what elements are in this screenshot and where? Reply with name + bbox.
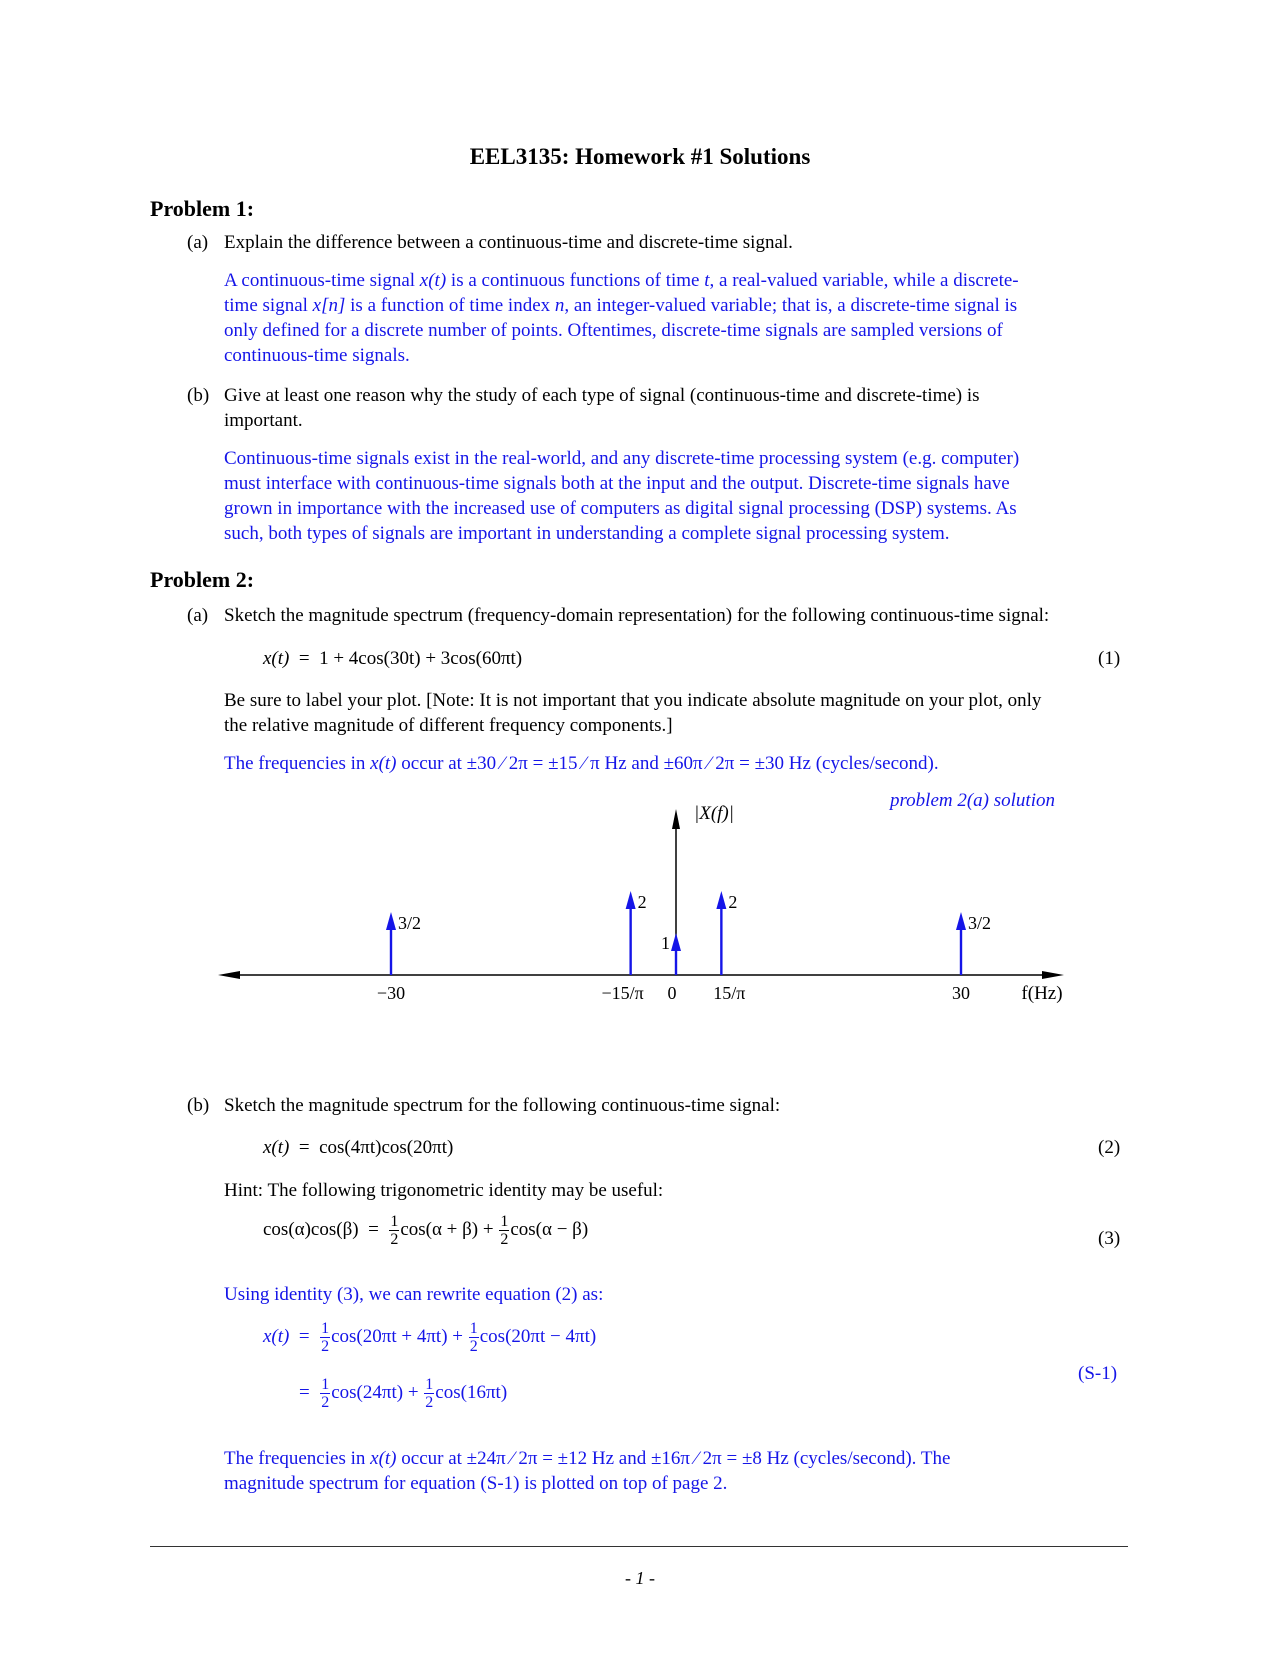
impulse-value-label: 2 xyxy=(728,892,738,912)
p1b-answer: Continuous-time signals exist in the real-world, and any discrete-time processing system (e.g. computer) must interface with continuous-time signals both at the input and the output. Discrete-time signals have grown in importance with the increased use of computers as digital signal processing (DSP) systems. As such, both types of signals are important in understanding a complete signal processing system. xyxy=(224,448,1020,544)
equation-2: x(t) = cos(4πt)cos(20πt) xyxy=(263,1137,454,1158)
problem-2-heading: Problem 2: xyxy=(150,567,255,592)
using-identity-text: Using identity (3), we can rewrite equation (2) as: xyxy=(224,1284,604,1305)
impulse-arrowhead xyxy=(716,891,726,909)
magnitude-axis-arrow xyxy=(672,809,680,829)
impulse-value-label: 2 xyxy=(637,892,647,912)
impulse-arrowhead xyxy=(671,933,681,951)
axis-left-arrow xyxy=(218,971,240,979)
equation-1-number: (1) xyxy=(1098,648,1121,669)
tick-label: −15/π xyxy=(601,983,644,1003)
fraction: $\frac{1}{2}$ xyxy=(390,1213,399,1248)
page-number: - 1 - xyxy=(625,1568,655,1588)
fraction: $\frac{1}{2}$ xyxy=(425,1376,434,1411)
tick-label: −30 xyxy=(376,983,406,1003)
equation-s1-number: (S-1) xyxy=(1078,1363,1118,1384)
p1b-question: Give at least one reason why the study of each type of signal (continuous-time and discrete-time) is important. xyxy=(224,385,980,431)
impulse-arrowhead xyxy=(386,912,396,930)
magnitude-spectrum-chart xyxy=(200,785,1140,1030)
problem-1-heading: Problem 1: xyxy=(150,196,255,221)
axis-right-arrow xyxy=(1042,971,1064,979)
chart-title: problem 2(a) solution xyxy=(889,790,1055,811)
p2b-question: Sketch the magnitude spectrum for the following continuous-time signal: xyxy=(224,1095,781,1116)
impulse-value-label: 3/2 xyxy=(398,913,422,933)
fraction: $\frac{1}{2}$ xyxy=(500,1213,509,1248)
p2a-note: Be sure to label your plot. [Note: It is not important that you indicate absolute magnitude on your plot, only the relative magnitude of different frequency components.] xyxy=(224,690,1042,736)
impulse-value-label: 1 xyxy=(661,933,670,953)
tick-label: 30 xyxy=(952,983,970,1003)
p1b-label: (b) xyxy=(187,385,210,406)
p2b-label: (b) xyxy=(187,1095,210,1116)
page-title: EEL3135: Homework #1 Solutions xyxy=(469,144,811,169)
impulse-value-label: 3/2 xyxy=(968,913,992,933)
tick-label: 0 xyxy=(667,983,677,1003)
solution-equation-line-2: = $\frac{1}{2}$ cos(24πt) + $\frac{1}{2}$ cos(16πt) xyxy=(299,1376,508,1411)
solution-equation-line-1: x(t) = $\frac{1}{2}$ cos(20πt + 4πt) + $\frac{1}{2}$ cos(20πt − 4πt) xyxy=(263,1320,597,1355)
p1a-label: (a) xyxy=(187,232,209,253)
footer-divider xyxy=(150,1546,1128,1547)
hint-text: Hint: The following trigonometric identity may be useful: xyxy=(224,1180,664,1201)
equation-3-number: (3) xyxy=(1098,1228,1121,1249)
y-axis-label: |X(f)| xyxy=(694,803,734,824)
impulse-arrowhead xyxy=(626,891,636,909)
p2b-answer: The frequencies in x(t) occur at ±24π ⁄ 2π = ±12 Hz and ±16π ⁄ 2π = ±8 Hz (cycles/second). The magnitude spectrum for equation (S-1) is plotted on top of page 2. xyxy=(224,1448,951,1494)
fraction: $\frac{1}{2}$ xyxy=(321,1320,330,1355)
p1a-answer: A continuous-time signal x(t) is a continuous functions of time t, a real-valued variable, while a discrete- time signal x[n] is a function of time index n, an integer-valued variable; that is, a discrete-time signal is only defined for a discrete number of points. Oftentimes, discrete-time signals are sampled versions of continuous-time signals. xyxy=(224,270,1019,366)
x-axis-label: f(Hz) xyxy=(1021,983,1063,1004)
impulse-arrowhead xyxy=(956,912,966,930)
fraction: $\frac{1}{2}$ xyxy=(321,1376,330,1411)
p2a-answer: The frequencies in x(t) occur at ±30 ⁄ 2π = ±15 ⁄ π Hz and ±60π ⁄ 2π = ±30 Hz (cycles/second). xyxy=(224,753,939,774)
equation-3: cos(α)cos(β) = $\frac{1}{2}$ cos(α + β) + $\frac{1}{2}$ cos(α − β) xyxy=(263,1213,589,1248)
equation-2-number: (2) xyxy=(1098,1137,1121,1158)
equation-1: x(t) = 1 + 4cos(30t) + 3cos(60πt) xyxy=(263,648,523,669)
p2a-label: (a) xyxy=(187,605,209,626)
p1a-question: Explain the difference between a continuous-time and discrete-time signal. xyxy=(224,232,793,253)
tick-label: 15/π xyxy=(713,983,746,1003)
fraction: $\frac{1}{2}$ xyxy=(469,1320,478,1355)
p2a-question: Sketch the magnitude spectrum (frequency-domain representation) for the following continuous-time signal: xyxy=(224,605,1050,626)
